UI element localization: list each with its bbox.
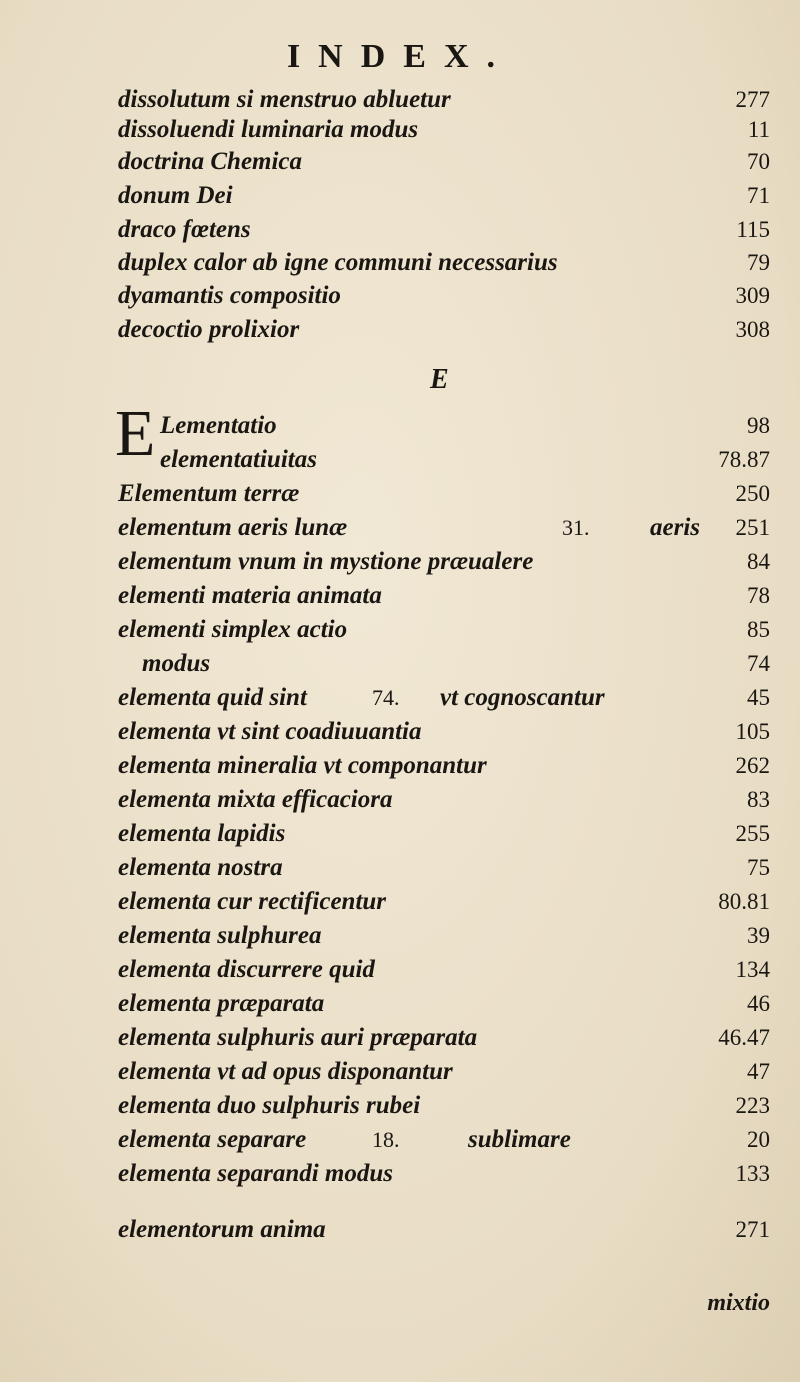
entry-sub-page: 18. xyxy=(372,1127,400,1152)
index-entry xyxy=(0,247,800,279)
entry-page: 134 xyxy=(735,957,770,982)
entry-page: 74 xyxy=(747,651,770,676)
entry-page: 46 xyxy=(747,991,770,1016)
index-entry xyxy=(0,146,800,178)
entry-term: draco fœtens xyxy=(118,216,251,243)
index-entry xyxy=(0,988,800,1020)
entry-page: 105 xyxy=(735,719,770,744)
entry-page: 71 xyxy=(747,183,770,208)
index-entry xyxy=(0,716,800,748)
entry-term: elementa lapidis xyxy=(118,820,286,847)
entry-term: duplex calor ab igne communi necessarius xyxy=(118,249,558,276)
entry-term: elementa mineralia vt componantur xyxy=(118,752,487,779)
entry-term: donum Dei xyxy=(118,182,233,209)
entry-term: elementa vt ad opus disponantur xyxy=(118,1058,453,1085)
entry-page: 78 xyxy=(747,583,770,608)
index-entry xyxy=(0,920,800,952)
index-entry xyxy=(0,886,800,918)
index-entry xyxy=(0,682,800,714)
entry-page: 308 xyxy=(735,317,770,342)
drop-cap: E xyxy=(115,397,156,470)
entry-page: 79 xyxy=(747,250,770,275)
entry-page: 45 xyxy=(747,685,770,710)
index-entry xyxy=(0,280,800,312)
entry-page: 75 xyxy=(747,855,770,880)
entry-term: doctrina Chemica xyxy=(118,148,303,175)
index-entry xyxy=(0,1158,800,1190)
entry-term: decoctio prolixior xyxy=(118,316,300,343)
entry-page: 251 xyxy=(735,515,770,540)
index-entry xyxy=(0,1214,800,1246)
index-entry xyxy=(0,1022,800,1054)
entry-term: elementa sulphuris auri præparata xyxy=(118,1024,478,1051)
entry-page: 309 xyxy=(735,283,770,308)
entry-term: elementa duo sulphuris rubei xyxy=(118,1092,421,1119)
index-entry xyxy=(0,614,800,646)
entry-page: 70 xyxy=(747,149,770,174)
entry-page: 98 xyxy=(747,413,770,438)
index-entry xyxy=(0,214,800,246)
entry-page: 85 xyxy=(747,617,770,642)
entry-term: elementi simplex actio xyxy=(118,616,348,643)
entry-page: 11 xyxy=(747,117,770,142)
entry-page: 80.81 xyxy=(718,889,770,914)
entry-page: 115 xyxy=(736,217,770,242)
index-entry xyxy=(0,444,800,476)
entry-term: elementatiuitas xyxy=(160,446,317,473)
entry-page: 78.87 xyxy=(718,447,770,472)
entry-term: dyamantis compositio xyxy=(118,282,341,309)
index-entry xyxy=(0,818,800,850)
index-entry xyxy=(0,84,800,116)
index-entry xyxy=(0,478,800,510)
index-entry xyxy=(0,314,800,346)
entry-sub-term: sublimare xyxy=(468,1126,571,1153)
entry-term: elementa separare xyxy=(118,1126,307,1153)
index-entry xyxy=(0,1056,800,1088)
entry-sub-term: aeris xyxy=(650,514,700,541)
entry-page: 133 xyxy=(735,1161,770,1186)
entry-term: elementa cur rectificentur xyxy=(118,888,387,915)
entry-term: Elementum terræ xyxy=(118,480,300,507)
entry-term: modus xyxy=(142,650,211,677)
entry-term: elementum aeris lunæ xyxy=(118,514,348,541)
entry-page: 46.47 xyxy=(718,1025,770,1050)
entry-page: 250 xyxy=(735,481,770,506)
entry-term: elementa mixta efficaciora xyxy=(118,786,393,813)
entry-term: dissolutum si menstruo abluetur xyxy=(118,86,451,113)
index-entry xyxy=(0,512,800,544)
entry-page: 255 xyxy=(735,821,770,846)
entry-term: elementa separandi modus xyxy=(118,1160,394,1187)
index-entry xyxy=(0,410,800,442)
entry-term: elementa quid sint xyxy=(118,684,307,711)
index-entry xyxy=(0,180,800,212)
entry-term: elementum vnum in mystione præualere xyxy=(118,548,534,575)
section-letter: E xyxy=(430,364,449,395)
entry-term: elementi materia animata xyxy=(118,582,382,609)
entry-term: elementa discurrere quid xyxy=(118,956,375,983)
index-entry xyxy=(0,114,800,146)
entry-page: 277 xyxy=(735,87,770,112)
index-entry xyxy=(0,852,800,884)
entry-page: 223 xyxy=(735,1093,770,1118)
entry-page: 84 xyxy=(747,549,770,574)
entry-page: 39 xyxy=(747,923,770,948)
entry-page: 20 xyxy=(747,1127,770,1152)
index-entry xyxy=(0,1090,800,1122)
index-entry xyxy=(0,648,800,680)
entry-sub-page: 74. xyxy=(372,685,400,710)
entry-term: elementa vt sint coadiuuantia xyxy=(118,718,422,745)
entry-sub-term: vt cognoscantur xyxy=(440,684,605,711)
index-entry xyxy=(0,784,800,816)
entry-term: elementa sulphurea xyxy=(118,922,322,949)
entry-page: 271 xyxy=(735,1217,770,1242)
catchword: mixtio xyxy=(707,1290,770,1316)
index-entry xyxy=(0,580,800,612)
index-entry xyxy=(0,546,800,578)
entry-term: dissoluendi luminaria modus xyxy=(118,116,419,143)
entry-sub-page: 31. xyxy=(562,515,590,540)
entry-term: elementa præparata xyxy=(118,990,325,1017)
entry-page: 83 xyxy=(747,787,770,812)
entry-term: elementa nostra xyxy=(118,854,283,881)
index-entry xyxy=(0,1124,800,1156)
entry-page: 47 xyxy=(747,1059,770,1084)
index-entry xyxy=(0,954,800,986)
index-entry xyxy=(0,750,800,782)
page-header: INDEX. xyxy=(286,38,514,75)
entry-term: elementorum anima xyxy=(118,1216,326,1243)
entry-page: 262 xyxy=(735,753,770,778)
entry-term: Lementatio xyxy=(160,412,277,439)
